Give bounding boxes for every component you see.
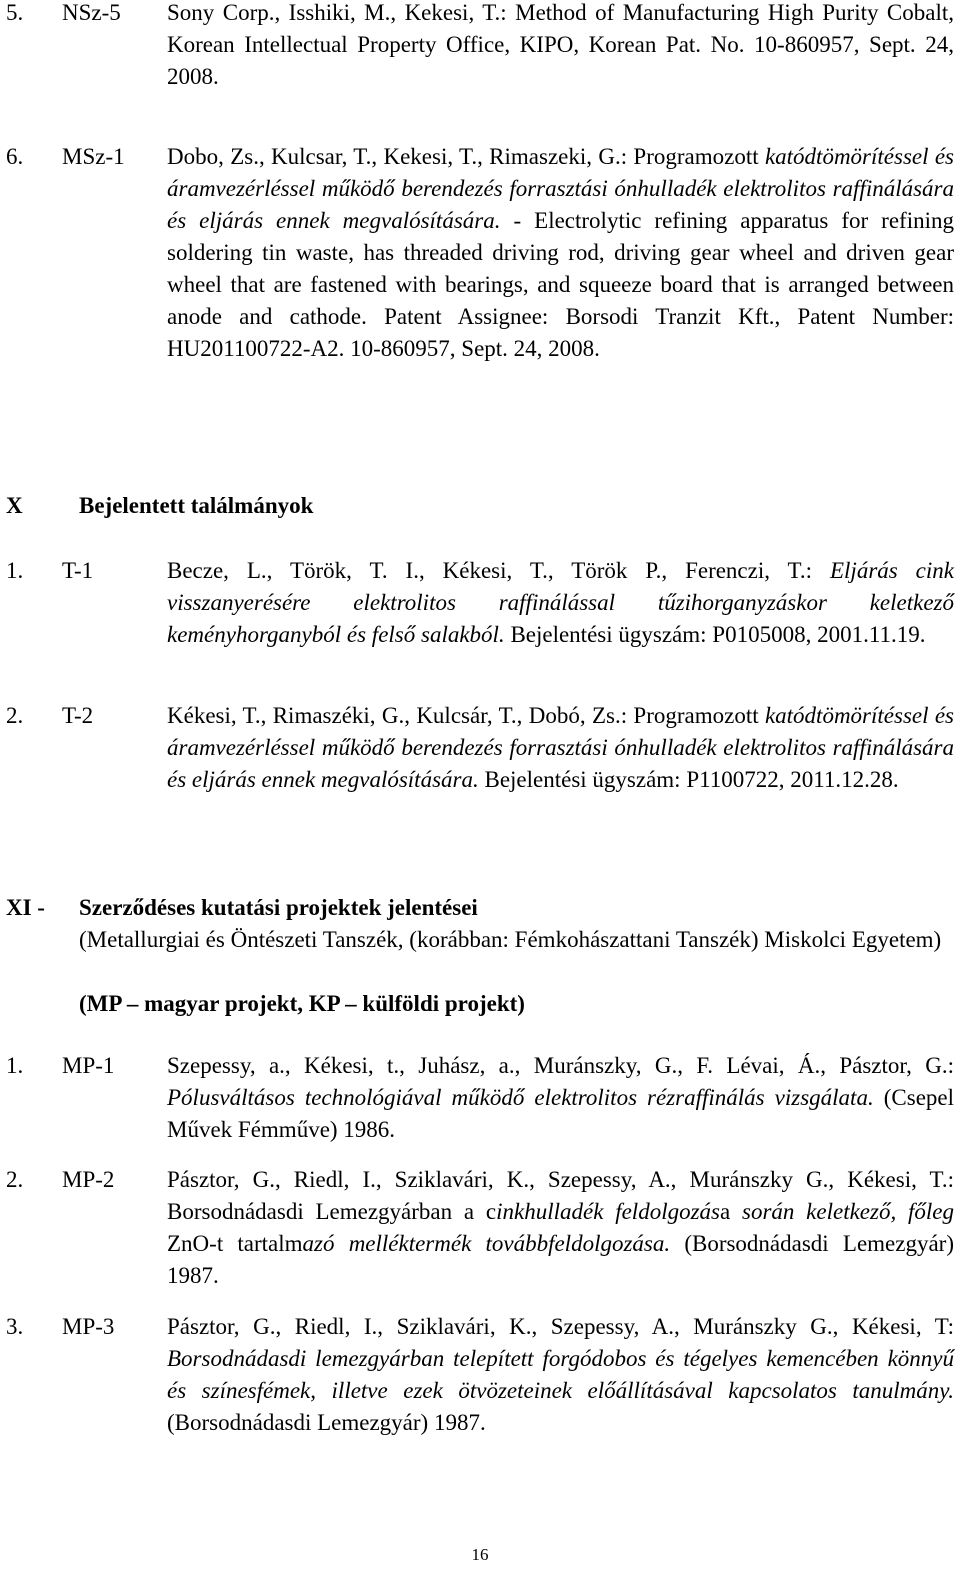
entry-number: 3. xyxy=(6,1314,24,1339)
page-number: 16 xyxy=(471,1545,489,1564)
entry-title-italic: során keletkező, főleg xyxy=(742,1199,954,1224)
section-title: Bejelentett találmányok xyxy=(79,493,314,518)
entry-text xyxy=(167,700,954,796)
entry-code: MP-2 xyxy=(62,1167,115,1192)
entry-code: T-2 xyxy=(62,703,94,728)
entry-text-part: Becze, L., Török, T. I., Kékesi, T., Török P., Ferenczi, T.: xyxy=(167,558,830,583)
entry-code: MP-1 xyxy=(62,1053,115,1078)
entry-text-part: Szepessy, a., Kékesi, t., Juhász, a., Muránszky, G., F. Lévai, Á., Pásztor, G.: xyxy=(167,1053,954,1078)
entry-text-part: ZnO-t tartalm xyxy=(167,1231,303,1256)
entry-text-part: Bejelentési ügyszám: P0105008, 2001.11.19. xyxy=(504,622,926,647)
entry-text-part: Pásztor, G., Riedl, I., Sziklavári, K., Szepessy, A., Muránszky G., Kékesi, T: xyxy=(167,1314,954,1339)
section-note: (MP – magyar projekt, KP – külföldi projekt) xyxy=(79,991,525,1016)
entry-text xyxy=(167,1050,954,1146)
entry-text-part: Bejelentési ügyszám: P1100722, 2011.12.28. xyxy=(478,767,899,792)
section-number: XI - xyxy=(6,895,45,920)
entry-title-italic: katódtömörítéssel és áramvezérléssel működő berendezés forrasztási ónhulladék elektrolitos raffinálására és eljárás ennek megvalósítására. xyxy=(167,703,954,792)
entry-code: T-1 xyxy=(62,558,94,583)
entry-text-part: (Borsodnádasdi Lemezgyár) 1987. xyxy=(167,1231,954,1288)
entry-number: 2. xyxy=(6,703,24,728)
entry-text-part: Dobo, Zs., Kulcsar, T., Kekesi, T., Rimaszeki, G.: Programozott xyxy=(167,144,765,169)
entry-text xyxy=(167,555,954,651)
entry-number: 1. xyxy=(6,558,24,583)
entry-number: 6. xyxy=(6,144,24,169)
entry-text-part: Kékesi, T., Rimaszéki, G., Kulcsár, T., Dobó, Zs.: Programozott xyxy=(167,703,765,728)
entry-title-italic: Eljárás cink visszanyerésére elektrolitos raffinálással tűzihorganyzáskor keletkező keményhorganyból és felső salakból. xyxy=(167,558,954,647)
entry-text xyxy=(167,0,954,93)
entry-text-part: Pásztor, G., Riedl, I., Sziklavári, K., Szepessy, A., Muránszky G., Kékesi, T.: Borsodnádasdi Lemezgyárban a c xyxy=(167,1167,954,1224)
entry-number: 2. xyxy=(6,1167,24,1192)
entry-code: MSz-1 xyxy=(62,144,125,169)
section-title: Szerződéses kutatási projektek jelentései xyxy=(79,895,478,920)
entry-text-part: - Electrolytic refining apparatus for refining soldering tin waste, has threaded driving rod, driving gear wheel and driven gear wheel that are fastened with bearings, and squeeze board that is arranged between anode and cathode. Patent Assignee: Borsodi Tranzit Kft., Patent Number: HU201100722-A2. 10-860957, Sept. 24, 2008. xyxy=(167,208,954,361)
entry-text-part: Sony Corp., Isshiki, M., Kekesi, T.: Method of Manufacturing High Purity Cobalt, Korean Intellectual Property Office, KIPO, Korean Pat. No. 10-860957, Sept. 24, 2008. xyxy=(167,0,954,89)
entry-text xyxy=(167,1164,954,1292)
entry-title-italic: Borsodnádasdi lemezgyárban telepített forgódobos és tégelyes kemencében könnyű és színesfémek, illetve ezek ötvözeteinek előállításával kapcsolatos tanulmány. xyxy=(167,1346,954,1403)
entry-code: NSz-5 xyxy=(62,0,121,25)
entry-title-italic: inkhulladék feldolgozás xyxy=(496,1199,720,1224)
entry-number: 5. xyxy=(6,0,24,25)
entry-text-part: (Borsodnádasdi Lemezgyár) 1987. xyxy=(167,1410,486,1435)
entry-title-italic: azó melléktermék továbbfeldolgozása. xyxy=(302,1231,671,1256)
section-number: X xyxy=(6,493,23,518)
entry-title-italic: Pólusváltásos technológiával működő elektrolitos rézraffinálás vizsgálata. xyxy=(167,1085,874,1110)
entry-number: 1. xyxy=(6,1053,24,1078)
section-subtitle: (Metallurgiai és Öntészeti Tanszék, (korábban: Fémkohászattani Tanszék) Miskolci Egyetem) xyxy=(79,927,942,952)
entry-text-part: (Csepel Művek Fémműve) 1986. xyxy=(167,1085,954,1142)
entry-code: MP-3 xyxy=(62,1314,115,1339)
entry-text xyxy=(167,1311,954,1439)
entry-text-part: a xyxy=(720,1199,742,1224)
entry-text xyxy=(167,141,954,365)
entry-title-italic: katódtömörítéssel és áramvezérléssel működő berendezés forrasztási ónhulladék elektrolitos raffinálására és eljárás ennek megvalósítására. xyxy=(167,144,954,233)
